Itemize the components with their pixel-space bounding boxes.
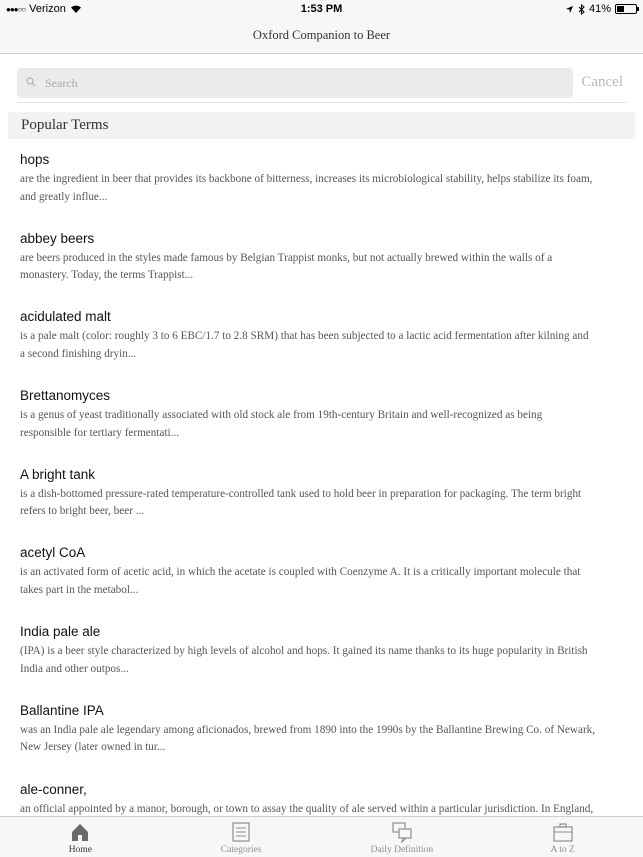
term-title: abbey beers — [20, 230, 95, 246]
term-description: is a dish-bottomed pressure-rated temperature-controlled tank used to hold beer in preparation for packaging. The term bright refers to bright beer, beer ... — [20, 487, 582, 518]
location-arrow-icon — [565, 5, 574, 14]
term-title: Ballantine IPA — [20, 702, 104, 718]
tab-label: Daily Definition — [370, 845, 434, 855]
bluetooth-icon — [578, 4, 585, 15]
status-right — [565, 3, 637, 15]
carrier-label: Verizon — [29, 3, 66, 15]
term-list-item[interactable] — [20, 386, 630, 465]
term-description: (IPA) is a beer style characterized by high levels of alcohol and hops. It gained its name thanks to its huge popularity in British India and other outpos... — [20, 645, 588, 675]
term-title: India pale ale — [20, 624, 101, 640]
term-description: are beers produced in the styles made famous by Belgian Trappist monks, but not actually brewed within the walls of a monastery. Today, the terms Trappist... — [20, 251, 553, 282]
battery-percent: 41% — [588, 3, 611, 15]
term-list-item[interactable] — [20, 543, 630, 622]
cancel-button[interactable]: Cancel — [581, 74, 623, 90]
term-list-item[interactable] — [20, 622, 630, 701]
battery-level — [617, 6, 624, 12]
status-time: 1:53 PM — [300, 3, 343, 15]
term-list-item[interactable] — [20, 229, 630, 308]
term-list-item[interactable] — [20, 150, 630, 229]
search-divider — [17, 102, 627, 103]
term-title: acetyl CoA — [20, 545, 86, 561]
term-description: was an India pale ale legendary among aficionados, brewed from 1890 into the 1990s by the Ballantine Brewing Co. of Newark, New Jersey (later owned in tur... — [20, 723, 596, 754]
term-description: is an activated form of acetic acid, in which the acetate is coupled with Coenzyme A. It is a critically important molecule that takes part in the metabol... — [20, 566, 581, 596]
tab-label: Categories — [220, 845, 262, 855]
term-description: is a genus of yeast traditionally associated with old stock ale from 19th-century Britain and well-recognized as being responsible for tertiary fermentati... — [20, 409, 543, 439]
term-description: an official appointed by a manor, borough, or town to assay the quality of ale served within a particular jurisdiction. In England, — [20, 802, 594, 815]
home-icon — [69, 821, 91, 843]
list-icon — [230, 821, 252, 843]
tab-label: Home — [68, 845, 92, 855]
term-title: Brettanomyces — [20, 388, 111, 404]
search-icon — [26, 77, 36, 87]
term-list-item[interactable] — [20, 701, 630, 780]
term-list-item[interactable] — [20, 307, 630, 386]
search-row — [17, 68, 627, 98]
status-bar — [0, 0, 643, 18]
term-title: acidulated malt — [20, 309, 111, 325]
tab-daily-definition[interactable] — [322, 817, 483, 857]
term-list — [20, 150, 630, 857]
tab-categories[interactable] — [161, 817, 322, 857]
search-input[interactable] — [45, 68, 565, 98]
term-title: ale-conner, — [20, 781, 87, 797]
term-list-item[interactable] — [20, 465, 630, 544]
tab-bar — [0, 816, 643, 857]
chat-bubbles-icon — [391, 821, 413, 843]
tab-label: A to Z — [550, 845, 575, 855]
page-title: Oxford Companion to Beer — [252, 28, 391, 42]
tab-a-to-z[interactable] — [482, 817, 643, 857]
term-description: are the ingredient in beer that provides its backbone of bitterness, increases its microbiological stability, helps stabilize its foam, and greatly influe... — [20, 173, 593, 203]
signal-strength-icon: ●●●○○ — [6, 4, 26, 14]
term-description: is a pale malt (color: roughly 3 to 6 EBC/1.7 to 2.8 SRM) that has been subjected to a lactic acid fermentation after kilning and a second finishing dryin... — [20, 330, 589, 360]
tab-home[interactable] — [0, 817, 161, 857]
term-title: A bright tank — [20, 466, 96, 482]
section-header: Popular Terms — [8, 112, 635, 139]
term-title: hops — [20, 152, 50, 167]
briefcase-icon — [552, 821, 574, 843]
battery-icon — [615, 4, 637, 14]
search-box[interactable] — [17, 68, 573, 98]
nav-bar — [0, 18, 643, 54]
